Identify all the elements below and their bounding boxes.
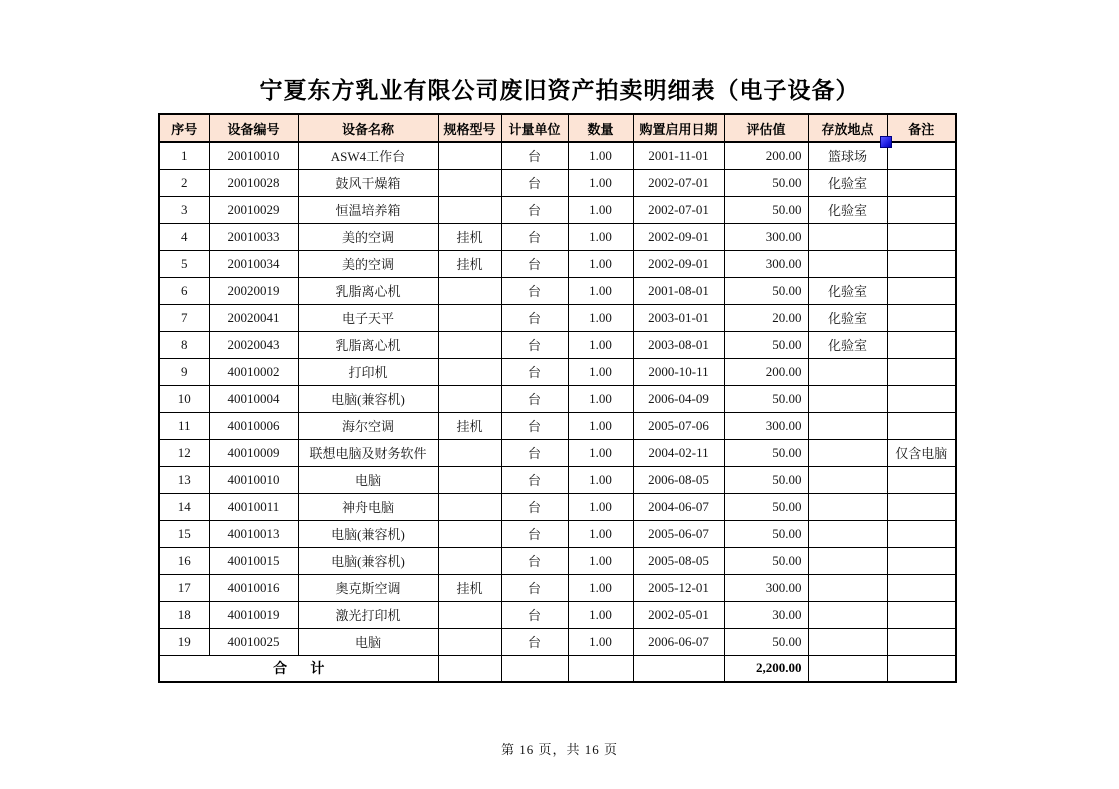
cell[interactable]: 40010019: [209, 601, 298, 628]
cell[interactable]: [887, 628, 956, 655]
cell[interactable]: [808, 223, 887, 250]
total-value[interactable]: 2,200.00: [724, 655, 808, 682]
cell[interactable]: 化验室: [808, 196, 887, 223]
cell[interactable]: 10: [159, 385, 209, 412]
cell[interactable]: [808, 493, 887, 520]
cell[interactable]: 台: [501, 169, 568, 196]
table-row: [159, 304, 956, 331]
table-row: [159, 628, 956, 655]
cell[interactable]: 2003-08-01: [633, 331, 724, 358]
cell[interactable]: 挂机: [438, 574, 501, 601]
table-row: [159, 331, 956, 358]
cell[interactable]: 2004-06-07: [633, 493, 724, 520]
table-body: [159, 142, 956, 682]
table-row: [159, 277, 956, 304]
cell[interactable]: 海尔空调: [298, 412, 438, 439]
cell[interactable]: 50.00: [724, 385, 808, 412]
cell[interactable]: [438, 547, 501, 574]
cell[interactable]: [808, 601, 887, 628]
table-row: [159, 412, 956, 439]
cell[interactable]: 2006-06-07: [633, 628, 724, 655]
cell[interactable]: 1.00: [568, 520, 633, 547]
cell[interactable]: 2001-11-01: [633, 142, 724, 169]
cell[interactable]: [438, 358, 501, 385]
column-header-3: 规格型号: [438, 114, 501, 142]
cell[interactable]: 台: [501, 277, 568, 304]
cell[interactable]: 50.00: [724, 466, 808, 493]
cell[interactable]: 乳脂离心机: [298, 331, 438, 358]
table-row: [159, 196, 956, 223]
cell[interactable]: 50.00: [724, 547, 808, 574]
cell[interactable]: 50.00: [724, 520, 808, 547]
cell[interactable]: 2005-07-06: [633, 412, 724, 439]
cell[interactable]: 2002-07-01: [633, 196, 724, 223]
cell[interactable]: 20010010: [209, 142, 298, 169]
cell[interactable]: 20020041: [209, 304, 298, 331]
cell[interactable]: 2: [159, 169, 209, 196]
cell[interactable]: 2005-06-07: [633, 520, 724, 547]
cell[interactable]: 台: [501, 601, 568, 628]
cell[interactable]: 台: [501, 547, 568, 574]
column-header-7: 评估值: [724, 114, 808, 142]
cell[interactable]: 2002-09-01: [633, 250, 724, 277]
cell[interactable]: 20.00: [724, 304, 808, 331]
cell[interactable]: 50.00: [724, 439, 808, 466]
total-row: [159, 655, 956, 682]
cell[interactable]: 1.00: [568, 601, 633, 628]
cell[interactable]: 40010013: [209, 520, 298, 547]
cell[interactable]: [887, 358, 956, 385]
cell[interactable]: 电脑(兼容机): [298, 385, 438, 412]
cell[interactable]: 20010034: [209, 250, 298, 277]
cell[interactable]: [438, 493, 501, 520]
cell[interactable]: 激光打印机: [298, 601, 438, 628]
cell[interactable]: 电子天平: [298, 304, 438, 331]
cell[interactable]: [808, 547, 887, 574]
cell[interactable]: [808, 628, 887, 655]
cell[interactable]: 电脑(兼容机): [298, 547, 438, 574]
cell[interactable]: [438, 169, 501, 196]
cell[interactable]: 2000-10-11: [633, 358, 724, 385]
table-row: [159, 385, 956, 412]
cell[interactable]: 8: [159, 331, 209, 358]
cell[interactable]: [808, 358, 887, 385]
cell[interactable]: [887, 520, 956, 547]
cell[interactable]: 神舟电脑: [298, 493, 438, 520]
cell[interactable]: 化验室: [808, 331, 887, 358]
cell[interactable]: 挂机: [438, 223, 501, 250]
cell[interactable]: 40010025: [209, 628, 298, 655]
cell[interactable]: 3: [159, 196, 209, 223]
cell[interactable]: 1.00: [568, 169, 633, 196]
cell[interactable]: [438, 601, 501, 628]
cell[interactable]: 50.00: [724, 628, 808, 655]
cell[interactable]: 美的空调: [298, 250, 438, 277]
cell[interactable]: 16: [159, 547, 209, 574]
cell[interactable]: 台: [501, 412, 568, 439]
cell[interactable]: 1.00: [568, 142, 633, 169]
cell[interactable]: 50.00: [724, 493, 808, 520]
cell[interactable]: [808, 250, 887, 277]
cell[interactable]: 奥克斯空调: [298, 574, 438, 601]
cell[interactable]: [887, 493, 956, 520]
cell[interactable]: [887, 547, 956, 574]
cell[interactable]: 台: [501, 385, 568, 412]
cell[interactable]: 1.00: [568, 412, 633, 439]
header-row: [159, 114, 956, 142]
table-row: [159, 574, 956, 601]
column-header-9: 备注: [887, 114, 956, 142]
cell[interactable]: 40010009: [209, 439, 298, 466]
table-row: [159, 547, 956, 574]
cell[interactable]: [808, 520, 887, 547]
cell[interactable]: 1.00: [568, 277, 633, 304]
cell[interactable]: 7: [159, 304, 209, 331]
cell[interactable]: 18: [159, 601, 209, 628]
cell[interactable]: 台: [501, 304, 568, 331]
table-row: [159, 601, 956, 628]
cell[interactable]: 40010004: [209, 385, 298, 412]
cell[interactable]: 1.00: [568, 493, 633, 520]
cell[interactable]: 2005-08-05: [633, 547, 724, 574]
cell[interactable]: [808, 655, 887, 682]
cell[interactable]: [501, 655, 568, 682]
cell[interactable]: 30.00: [724, 601, 808, 628]
cell[interactable]: [887, 277, 956, 304]
cell[interactable]: [438, 439, 501, 466]
cell[interactable]: 联想电脑及财务软件: [298, 439, 438, 466]
total-label[interactable]: 合 计: [159, 655, 438, 682]
cell[interactable]: 台: [501, 520, 568, 547]
cell[interactable]: [887, 250, 956, 277]
column-header-4: 计量单位: [501, 114, 568, 142]
cell[interactable]: 2003-01-01: [633, 304, 724, 331]
cell[interactable]: 14: [159, 493, 209, 520]
cell[interactable]: [438, 655, 501, 682]
table-row: [159, 142, 956, 169]
cell[interactable]: [808, 439, 887, 466]
cell[interactable]: 台: [501, 250, 568, 277]
cell[interactable]: 9: [159, 358, 209, 385]
cell[interactable]: 台: [501, 142, 568, 169]
cell[interactable]: 1.00: [568, 628, 633, 655]
cell[interactable]: 11: [159, 412, 209, 439]
cell[interactable]: 电脑: [298, 628, 438, 655]
table-row: [159, 169, 956, 196]
cell[interactable]: [887, 223, 956, 250]
cell[interactable]: [887, 655, 956, 682]
cell[interactable]: [438, 466, 501, 493]
asset-table: [158, 113, 957, 683]
cell[interactable]: 4: [159, 223, 209, 250]
cell[interactable]: 台: [501, 331, 568, 358]
column-header-2: 设备名称: [298, 114, 438, 142]
cell[interactable]: [438, 331, 501, 358]
cell[interactable]: 篮球场: [808, 142, 887, 169]
cell[interactable]: 化验室: [808, 169, 887, 196]
cell[interactable]: 1.00: [568, 466, 633, 493]
cell[interactable]: 电脑(兼容机): [298, 520, 438, 547]
cell[interactable]: 200.00: [724, 142, 808, 169]
cell[interactable]: 50.00: [724, 331, 808, 358]
column-header-1: 设备编号: [209, 114, 298, 142]
cell[interactable]: 200.00: [724, 358, 808, 385]
cell[interactable]: 美的空调: [298, 223, 438, 250]
cell[interactable]: 化验室: [808, 277, 887, 304]
table-row: [159, 466, 956, 493]
cell[interactable]: [808, 574, 887, 601]
cell[interactable]: [568, 655, 633, 682]
cell[interactable]: 1.00: [568, 574, 633, 601]
cell[interactable]: 300.00: [724, 223, 808, 250]
cell[interactable]: 50.00: [724, 277, 808, 304]
cell[interactable]: 台: [501, 439, 568, 466]
cell[interactable]: [887, 331, 956, 358]
cell[interactable]: 1: [159, 142, 209, 169]
cell[interactable]: 40010011: [209, 493, 298, 520]
cell[interactable]: 15: [159, 520, 209, 547]
cell[interactable]: 2006-08-05: [633, 466, 724, 493]
cell[interactable]: 13: [159, 466, 209, 493]
cell[interactable]: [887, 601, 956, 628]
cell[interactable]: 电脑: [298, 466, 438, 493]
cell[interactable]: [808, 412, 887, 439]
cell[interactable]: [438, 520, 501, 547]
selection-fill-handle-icon[interactable]: [880, 136, 892, 148]
cell[interactable]: [438, 304, 501, 331]
cell[interactable]: [808, 466, 887, 493]
table-row: [159, 358, 956, 385]
cell[interactable]: [808, 385, 887, 412]
cell[interactable]: [887, 385, 956, 412]
cell[interactable]: 鼓风干燥箱: [298, 169, 438, 196]
cell[interactable]: 1.00: [568, 250, 633, 277]
cell[interactable]: 2002-07-01: [633, 169, 724, 196]
table-row: [159, 223, 956, 250]
cell[interactable]: 台: [501, 493, 568, 520]
cell[interactable]: 20010033: [209, 223, 298, 250]
cell[interactable]: 300.00: [724, 574, 808, 601]
cell[interactable]: 1.00: [568, 439, 633, 466]
cell[interactable]: 台: [501, 628, 568, 655]
column-header-0: 序号: [159, 114, 209, 142]
cell[interactable]: [438, 142, 501, 169]
cell[interactable]: 1.00: [568, 223, 633, 250]
cell[interactable]: 40010015: [209, 547, 298, 574]
cell[interactable]: [887, 574, 956, 601]
cell[interactable]: 300.00: [724, 412, 808, 439]
cell[interactable]: [887, 304, 956, 331]
cell[interactable]: 恒温培养箱: [298, 196, 438, 223]
cell[interactable]: 乳脂离心机: [298, 277, 438, 304]
cell[interactable]: [438, 277, 501, 304]
cell[interactable]: 6: [159, 277, 209, 304]
cell[interactable]: 1.00: [568, 385, 633, 412]
cell[interactable]: 5: [159, 250, 209, 277]
cell[interactable]: 12: [159, 439, 209, 466]
page-number-footer: 第 16 页，共 16 页: [500, 742, 618, 757]
cell[interactable]: 1.00: [568, 196, 633, 223]
cell[interactable]: 20010029: [209, 196, 298, 223]
cell[interactable]: 40010002: [209, 358, 298, 385]
cell[interactable]: 17: [159, 574, 209, 601]
column-header-5: 数量: [568, 114, 633, 142]
cell[interactable]: 台: [501, 196, 568, 223]
cell[interactable]: 台: [501, 466, 568, 493]
cell[interactable]: 2006-04-09: [633, 385, 724, 412]
cell[interactable]: [438, 196, 501, 223]
table-row: [159, 439, 956, 466]
table-row: [159, 250, 956, 277]
cell[interactable]: 19: [159, 628, 209, 655]
cell[interactable]: 1.00: [568, 358, 633, 385]
cell[interactable]: 1.00: [568, 331, 633, 358]
cell[interactable]: 化验室: [808, 304, 887, 331]
cell[interactable]: 20010028: [209, 169, 298, 196]
cell[interactable]: 300.00: [724, 250, 808, 277]
cell[interactable]: 2004-02-11: [633, 439, 724, 466]
cell[interactable]: 2005-12-01: [633, 574, 724, 601]
page-title: 宁夏东方乳业有限公司废旧资产拍卖明细表（电子设备）: [259, 77, 860, 103]
cell[interactable]: 50.00: [724, 196, 808, 223]
cell[interactable]: 打印机: [298, 358, 438, 385]
cell[interactable]: 50.00: [724, 169, 808, 196]
table-row: [159, 520, 956, 547]
cell[interactable]: 2002-05-01: [633, 601, 724, 628]
cell[interactable]: 挂机: [438, 412, 501, 439]
cell[interactable]: 仅含电脑: [887, 439, 956, 466]
cell[interactable]: [887, 466, 956, 493]
cell[interactable]: [887, 412, 956, 439]
cell[interactable]: 挂机: [438, 250, 501, 277]
cell[interactable]: 台: [501, 358, 568, 385]
cell[interactable]: [438, 628, 501, 655]
cell[interactable]: 1.00: [568, 304, 633, 331]
cell[interactable]: 2002-09-01: [633, 223, 724, 250]
cell[interactable]: 40010010: [209, 466, 298, 493]
cell[interactable]: [887, 142, 956, 169]
cell[interactable]: 20020019: [209, 277, 298, 304]
cell[interactable]: [887, 169, 956, 196]
cell[interactable]: 台: [501, 223, 568, 250]
column-header-8: 存放地点: [808, 114, 887, 142]
cell[interactable]: 40010016: [209, 574, 298, 601]
cell[interactable]: [633, 655, 724, 682]
cell[interactable]: ASW4工作台: [298, 142, 438, 169]
cell[interactable]: 台: [501, 574, 568, 601]
cell[interactable]: 1.00: [568, 547, 633, 574]
cell[interactable]: [887, 196, 956, 223]
column-header-6: 购置启用日期: [633, 114, 724, 142]
table-row: [159, 493, 956, 520]
cell[interactable]: 2001-08-01: [633, 277, 724, 304]
cell[interactable]: 20020043: [209, 331, 298, 358]
cell[interactable]: [438, 385, 501, 412]
cell[interactable]: 40010006: [209, 412, 298, 439]
